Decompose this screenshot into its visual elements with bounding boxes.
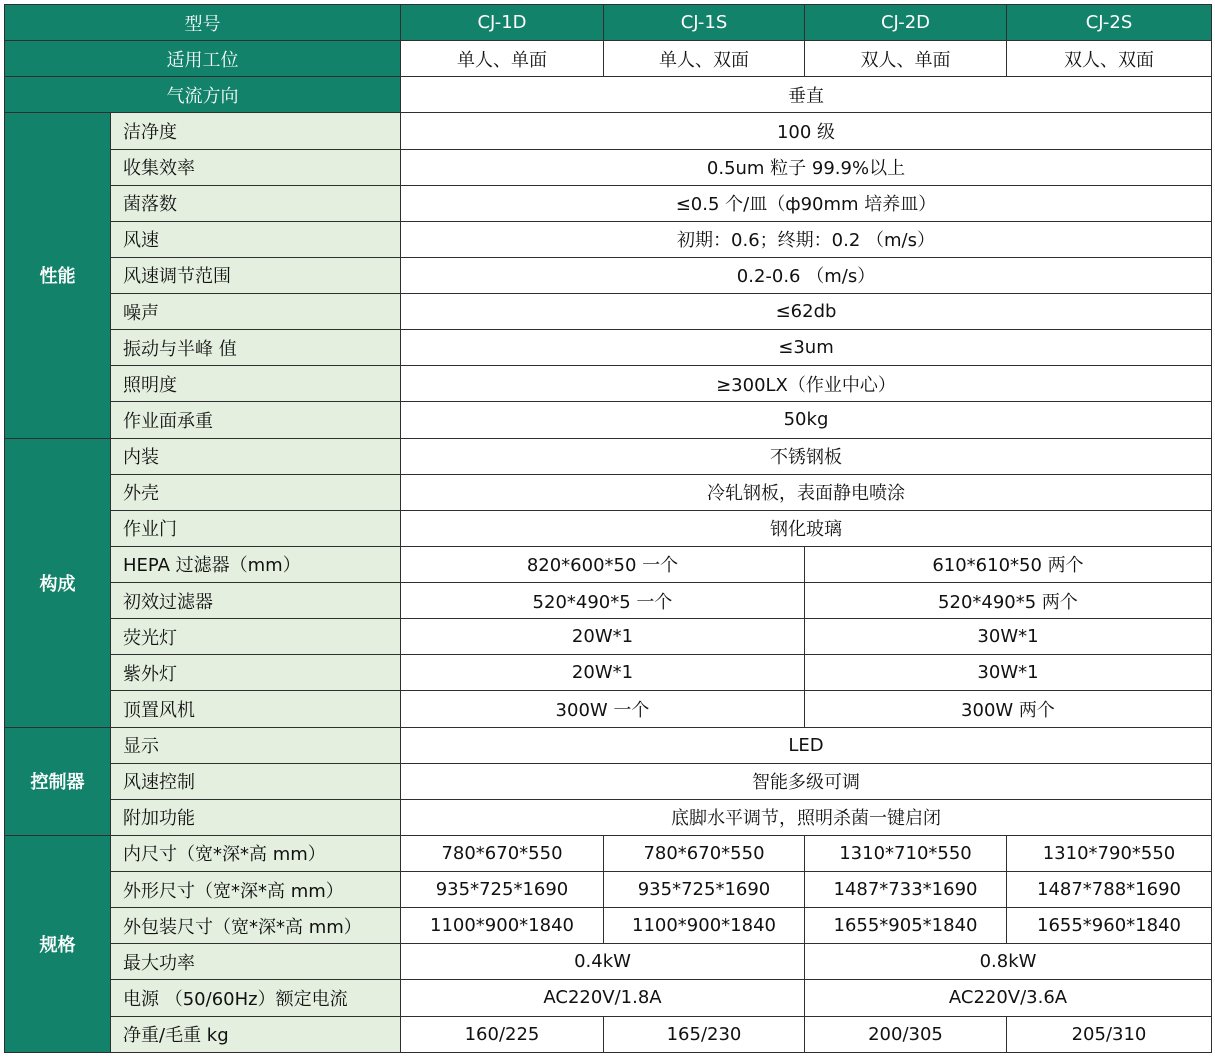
row-label: 外包装尺寸（宽*深*高 mm） bbox=[111, 908, 401, 944]
row-label: 风速控制 bbox=[111, 763, 401, 799]
row-label: 作业门 bbox=[111, 510, 401, 546]
row-label: 最大功率 bbox=[111, 944, 401, 980]
table-row bbox=[5, 727, 1212, 763]
cell-value: 935*725*1690 bbox=[604, 872, 805, 908]
row-label: 噪声 bbox=[111, 294, 401, 330]
applicable-value: 单人、双面 bbox=[604, 41, 805, 77]
table-row bbox=[5, 185, 1212, 221]
cell-value: 780*670*550 bbox=[401, 835, 604, 871]
double-value: 30W*1 bbox=[805, 619, 1212, 655]
cell-value: 1655*905*1840 bbox=[805, 908, 1007, 944]
table-row bbox=[5, 908, 1212, 944]
row-label: 菌落数 bbox=[111, 185, 401, 221]
cell-value: 165/230 bbox=[604, 1016, 805, 1053]
row-value: 0.5um 粒子 99.9%以上 bbox=[401, 149, 1212, 185]
single-value: 300W 一个 bbox=[401, 691, 805, 727]
model-cj-1s: CJ-1S bbox=[604, 5, 805, 41]
row-value: ≥300LX（作业中心） bbox=[401, 366, 1212, 402]
double-value: 300W 两个 bbox=[805, 691, 1212, 727]
row-label: 风速 bbox=[111, 221, 401, 257]
row-value: 底脚水平调节，照明杀菌一键启闭 bbox=[401, 799, 1212, 835]
double-value: 0.8kW bbox=[805, 944, 1212, 980]
airflow-label: 气流方向 bbox=[5, 77, 401, 113]
applicable-value: 单人、单面 bbox=[401, 41, 604, 77]
airflow-value: 垂直 bbox=[401, 77, 1212, 113]
table-row bbox=[5, 510, 1212, 546]
table-row bbox=[5, 583, 1212, 619]
specs-group-label: 规格 bbox=[5, 835, 111, 1052]
row-label: 外壳 bbox=[111, 474, 401, 510]
table-row bbox=[5, 438, 1212, 474]
table-row bbox=[5, 366, 1212, 402]
table-row bbox=[5, 402, 1212, 438]
row-value: 初期：0.6；终期：0.2 （m/s） bbox=[401, 221, 1212, 257]
model-cj-1d: CJ-1D bbox=[401, 5, 604, 41]
cell-value: 935*725*1690 bbox=[401, 872, 604, 908]
row-label: 风速调节范围 bbox=[111, 257, 401, 293]
applicable-value: 双人、双面 bbox=[1007, 41, 1212, 77]
row-label: 照明度 bbox=[111, 366, 401, 402]
single-value: AC220V/1.8A bbox=[401, 980, 805, 1016]
table-row bbox=[5, 655, 1212, 691]
row-value: LED bbox=[401, 727, 1212, 763]
single-value: 20W*1 bbox=[401, 655, 805, 691]
row-value: 智能多级可调 bbox=[401, 763, 1212, 799]
row-label: HEPA 过滤器（mm） bbox=[111, 546, 401, 582]
row-label: 显示 bbox=[111, 727, 401, 763]
controller-group-label: 控制器 bbox=[5, 727, 111, 835]
applicable-value: 双人、单面 bbox=[805, 41, 1007, 77]
table-row bbox=[5, 619, 1212, 655]
cell-value: 200/305 bbox=[805, 1016, 1007, 1053]
table-row bbox=[5, 221, 1212, 257]
table-row bbox=[5, 799, 1212, 835]
table-row bbox=[5, 763, 1212, 799]
double-value: AC220V/3.6A bbox=[805, 980, 1212, 1016]
airflow-row bbox=[5, 77, 1212, 113]
table-row bbox=[5, 691, 1212, 727]
double-value: 610*610*50 两个 bbox=[805, 546, 1212, 582]
model-header-label: 型号 bbox=[5, 5, 401, 41]
cell-value: 780*670*550 bbox=[604, 835, 805, 871]
applicable-label: 适用工位 bbox=[5, 41, 401, 77]
table-row bbox=[5, 257, 1212, 293]
row-label: 洁净度 bbox=[111, 113, 401, 149]
cell-value: 1100*900*1840 bbox=[604, 908, 805, 944]
table-row bbox=[5, 835, 1212, 871]
row-label: 振动与半峰 值 bbox=[111, 330, 401, 366]
row-value: 100 级 bbox=[401, 113, 1212, 149]
row-label: 内装 bbox=[111, 438, 401, 474]
single-value: 0.4kW bbox=[401, 944, 805, 980]
row-value: 冷轧钢板，表面静电喷涂 bbox=[401, 474, 1212, 510]
row-value: 0.2-0.6 （m/s） bbox=[401, 257, 1212, 293]
table-row bbox=[5, 1016, 1212, 1053]
cell-value: 205/310 bbox=[1007, 1016, 1212, 1053]
double-value: 520*490*5 两个 bbox=[805, 583, 1212, 619]
single-value: 20W*1 bbox=[401, 619, 805, 655]
row-label: 净重/毛重 kg bbox=[111, 1016, 401, 1053]
row-label: 附加功能 bbox=[111, 799, 401, 835]
row-label: 收集效率 bbox=[111, 149, 401, 185]
row-label: 电源 （50/60Hz）额定电流 bbox=[111, 980, 401, 1016]
table-row bbox=[5, 149, 1212, 185]
table-row bbox=[5, 474, 1212, 510]
row-label: 顶置风机 bbox=[111, 691, 401, 727]
table-row bbox=[5, 872, 1212, 908]
cell-value: 1310*790*550 bbox=[1007, 835, 1212, 871]
table-row bbox=[5, 294, 1212, 330]
table-row bbox=[5, 944, 1212, 980]
cell-value: 160/225 bbox=[401, 1016, 604, 1053]
row-value: ≤3um bbox=[401, 330, 1212, 366]
cell-value: 1487*733*1690 bbox=[805, 872, 1007, 908]
row-value: ≤0.5 个/皿（ф90mm 培养皿） bbox=[401, 185, 1212, 221]
cell-value: 1655*960*1840 bbox=[1007, 908, 1212, 944]
table-row bbox=[5, 113, 1212, 149]
header-row bbox=[5, 5, 1212, 41]
performance-group-label: 性能 bbox=[5, 113, 111, 438]
row-label: 初效过滤器 bbox=[111, 583, 401, 619]
row-label: 内尺寸（宽*深*高 mm） bbox=[111, 835, 401, 871]
single-value: 820*600*50 一个 bbox=[401, 546, 805, 582]
row-value: ≤62db bbox=[401, 294, 1212, 330]
row-value: 50kg bbox=[401, 402, 1212, 438]
row-label: 紫外灯 bbox=[111, 655, 401, 691]
row-label: 外形尺寸（宽*深*高 mm） bbox=[111, 872, 401, 908]
table-row bbox=[5, 546, 1212, 582]
row-label: 作业面承重 bbox=[111, 402, 401, 438]
double-value: 30W*1 bbox=[805, 655, 1212, 691]
cell-value: 1487*788*1690 bbox=[1007, 872, 1212, 908]
row-value: 钢化玻璃 bbox=[401, 510, 1212, 546]
table-row bbox=[5, 330, 1212, 366]
single-value: 520*490*5 一个 bbox=[401, 583, 805, 619]
spec-table bbox=[4, 4, 1212, 1053]
construction-group-label: 构成 bbox=[5, 438, 111, 727]
row-value: 不锈钢板 bbox=[401, 438, 1212, 474]
model-cj-2s: CJ-2S bbox=[1007, 5, 1212, 41]
model-cj-2d: CJ-2D bbox=[805, 5, 1007, 41]
cell-value: 1100*900*1840 bbox=[401, 908, 604, 944]
applicable-row bbox=[5, 41, 1212, 77]
row-label: 荧光灯 bbox=[111, 619, 401, 655]
cell-value: 1310*710*550 bbox=[805, 835, 1007, 871]
table-row bbox=[5, 980, 1212, 1016]
